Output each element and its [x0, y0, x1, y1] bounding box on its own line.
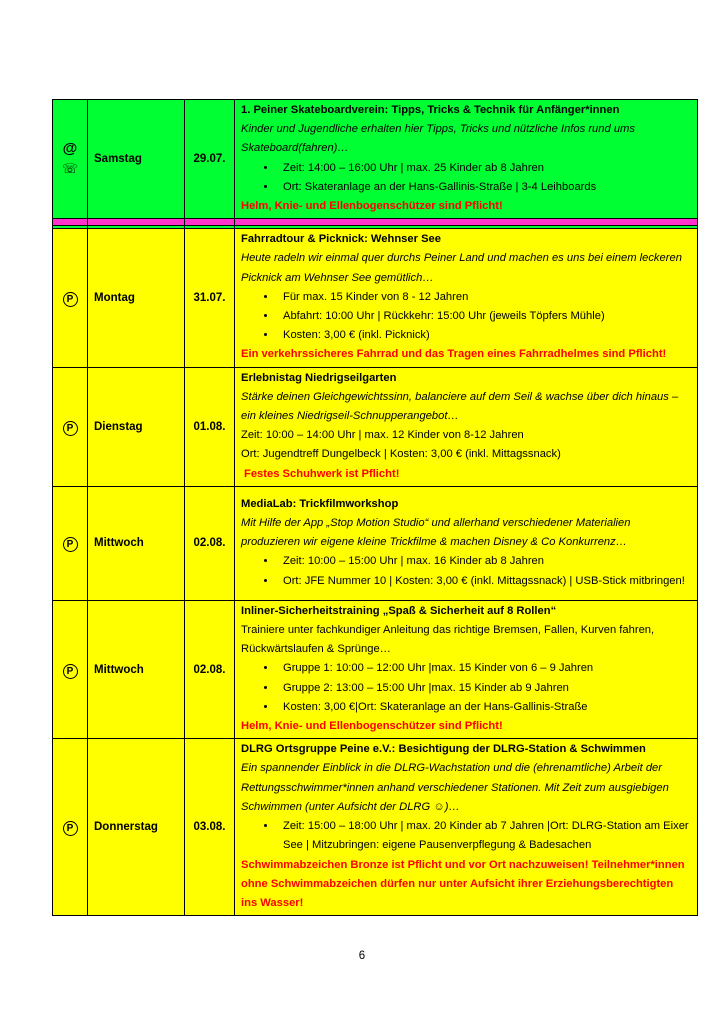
list-item: • Gruppe 2: 13:00 – 15:00 Uhr |max. 15 Kinder ab 9 Jahren: [277, 679, 691, 698]
list-item: • Ort: JFE Nummer 10 | Kosten: 3,00 € (inkl. Mittagssnack) | USB-Stick mitbringen!: [277, 572, 691, 591]
list-item: • Ort: Skateranlage an der Hans-Gallinis-Straße | 3-4 Leihboards: [277, 178, 691, 197]
day-cell: Donnerstag: [88, 739, 185, 916]
parking-p-icon: P: [63, 537, 78, 552]
page-number: 6: [358, 950, 366, 962]
event-intro: Heute radeln wir einmal quer durchs Peiner Land und machen es uns bei einem leckeren Picknick am Wehnser See gemütlich…: [241, 252, 682, 284]
event-intro: Ein spannender Einblick in die DLRG-Wachstation und die (ehrenamtliche) Arbeit der Rettungsschwimmer*innen anhand verschiedener Stationen. Mit Zeit zum ausgiebigen Schwimmen (unter Aufsicht der DLRG ☺)…: [241, 762, 669, 813]
list-item: • Kosten: 3,00 € (inkl. Picknick): [277, 326, 691, 345]
table-row: [53, 100, 698, 219]
date-cell: 02.08.: [185, 486, 235, 600]
row-separator: [53, 219, 698, 226]
event-title: MediaLab: Trickfilmworkshop: [241, 497, 399, 510]
event-title: Erlebnistag Niedrigseilgarten: [241, 371, 397, 384]
description-cell: [235, 600, 698, 738]
list-item: • Abfahrt: 10:00 Uhr | Rückkehr: 15:00 Uhr (jeweils Töpfers Mühle): [277, 307, 691, 326]
list-item: • Kosten: 3,00 €|Ort: Skateranlage an der Hans-Gallinis-Straße: [277, 698, 691, 717]
table-row: [53, 367, 698, 486]
date-cell: 02.08.: [185, 600, 235, 738]
contact-icon: @ ☏: [53, 100, 88, 219]
description-cell: [235, 367, 698, 486]
requirement-note: Helm, Knie- und Ellenbogenschützer sind Pflicht!: [241, 200, 503, 213]
description-cell: [235, 229, 698, 367]
date-cell: 03.08.: [185, 739, 235, 916]
date-cell: 01.08.: [185, 367, 235, 486]
day-cell: Montag: [88, 229, 185, 367]
event-detail: Zeit: 10:00 – 14:00 Uhr | max. 12 Kinder von 8-12 Jahren: [241, 429, 524, 442]
date-cell: 31.07.: [185, 229, 235, 367]
list-item: • Zeit: 15:00 – 18:00 Uhr | max. 20 Kinder ab 7 Jahren |Ort: DLRG-Station am Eixer See | Mitzubringen: eigene Pausenverpflegung & Badesachen: [277, 817, 691, 855]
event-title: 1. Peiner Skateboardverein: Tipps, Tricks & Technik für Anfänger*innen: [241, 104, 620, 116]
list-item: • Zeit: 14:00 – 16:00 Uhr | max. 25 Kinder ab 8 Jahren: [277, 159, 691, 178]
table-row: [53, 229, 698, 367]
event-intro: Kinder und Jugendliche erhalten hier Tipps, Tricks und nützliche Infos rund ums Skateboard(fahren)…: [241, 123, 635, 155]
event-title: DLRG Ortsgruppe Peine e.V.: Besichtigung der DLRG-Station & Schwimmen: [241, 743, 646, 756]
day-cell: Samstag: [88, 100, 185, 219]
event-title: Inliner-Sicherheitstraining „Spaß & Sicherheit auf 8 Rollen“: [241, 604, 557, 617]
day-cell: Mittwoch: [88, 600, 185, 738]
parking-p-icon: P: [63, 292, 78, 307]
parking-p-icon: P: [63, 421, 78, 436]
list-item: • Gruppe 1: 10:00 – 12:00 Uhr |max. 15 Kinder von 6 – 9 Jahren: [277, 659, 691, 678]
date-cell: 29.07.: [185, 100, 235, 219]
list-item: • Zeit: 10:00 – 15:00 Uhr | max. 16 Kinder ab 8 Jahren: [277, 552, 691, 571]
day-cell: Mittwoch: [88, 486, 185, 600]
event-intro: Stärke deinen Gleichgewichtssinn, balanciere auf dem Seil & wachse über dich hinaus – ein kleines Niedrigseil-Schnupperangebot…: [241, 390, 679, 423]
day-cell: Dienstag: [88, 367, 185, 486]
parking-p-icon: P: [63, 821, 78, 836]
table-row: [53, 600, 698, 738]
description-cell: [235, 100, 698, 219]
parking-p-icon: P: [63, 664, 78, 679]
requirement-note: Schwimmabzeichen Bronze ist Pflicht und vor Ort nachzuweisen! Teilnehmer*innen ohne Schwimmabzeichen dürfen nur unter Aufsicht ihrer Erziehungsberechtigten ins Wasser!: [241, 858, 685, 909]
description-cell: [235, 739, 698, 916]
requirement-note: Ein verkehrssicheres Fahrrad und das Tragen eines Fahrradhelmes sind Pflicht!: [241, 348, 667, 361]
requirement-note: Festes Schuhwerk ist Pflicht!: [244, 467, 400, 480]
event-intro: Trainiere unter fachkundiger Anleitung das richtige Bremsen, Fallen, Kurven fahren, Rückwärtslaufen & Sprünge…: [241, 624, 655, 656]
event-intro: Mit Hilfe der App „Stop Motion Studio“ und allerhand verschiedener Materialien produzieren wir eigene kleine Trickfilme & machen Disney & Co Konkurrenz…: [241, 517, 631, 549]
description-cell: [235, 486, 698, 600]
requirement-note: Helm, Knie- und Ellenbogenschützer sind Pflicht!: [241, 720, 503, 733]
schedule-table: [52, 99, 698, 916]
event-detail: Ort: Jugendtreff Dungelbeck | Kosten: 3,00 € (inkl. Mittagssnack): [241, 448, 561, 461]
table-row: [53, 739, 698, 916]
list-item: • Für max. 15 Kinder von 8 - 12 Jahren: [277, 288, 691, 307]
event-title: Fahrradtour & Picknick: Wehnser See: [241, 233, 441, 246]
table-row: [53, 486, 698, 600]
